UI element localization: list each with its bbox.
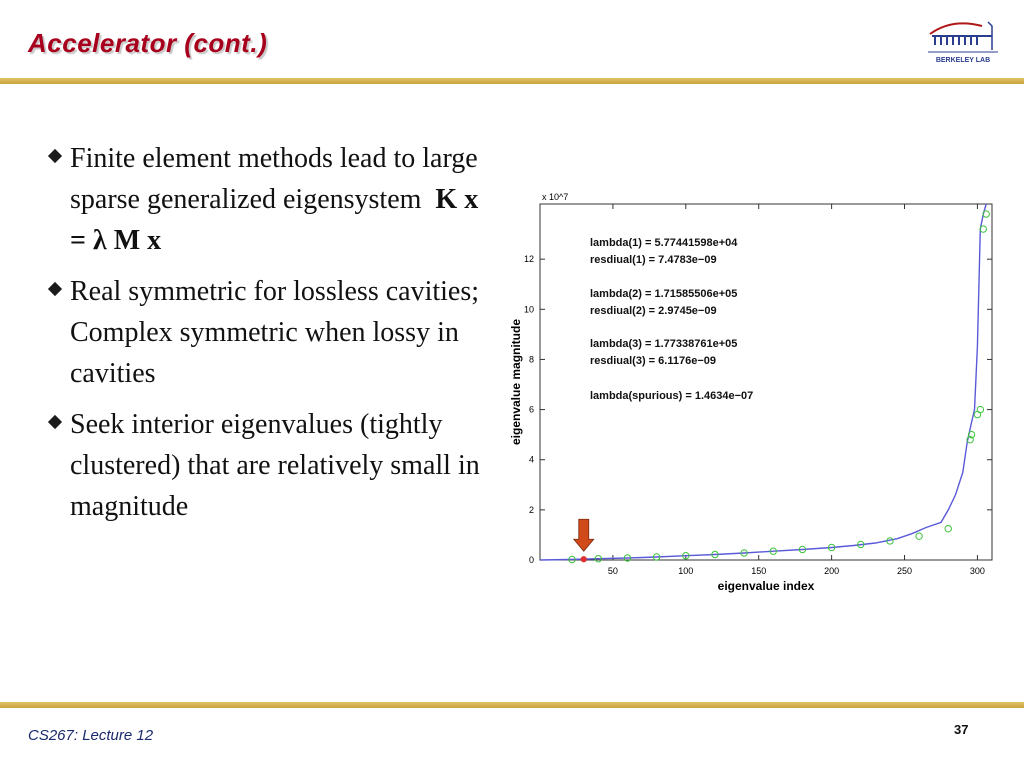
y-tick-label: 12 (523, 254, 534, 265)
diamond-bullet-icon (48, 149, 62, 163)
footer-lecture-label: CS267: Lecture 12 (28, 727, 154, 744)
x-tick-label: 300 (969, 566, 985, 576)
x-tick-label: 50 (607, 566, 618, 576)
x-tick-label: 150 (751, 566, 767, 576)
top-rule (0, 78, 1024, 84)
bullet-item (48, 271, 498, 394)
x-axis-label: eigenvalue index (717, 579, 815, 593)
chart-annotation: resdiual(3) = 6.1176e−09 (590, 355, 716, 367)
logo-text: BERKELEY LAB (935, 57, 991, 64)
chart-annotation: lambda(spurious) = 1.4634e−07 (590, 390, 754, 402)
page-number: 37 (954, 722, 969, 737)
diamond-bullet-icon (48, 282, 62, 296)
berkeley-lab-logo (922, 12, 1002, 66)
spurious-eigenvalue-marker (581, 557, 586, 562)
bullet-item (48, 404, 498, 527)
bullet-item (48, 138, 498, 261)
y-axis-label: eigenvalue magnitude (509, 318, 523, 446)
y-tick-label: 10 (523, 304, 534, 315)
x-tick-label: 250 (897, 566, 913, 576)
chart-annotation: lambda(2) = 1.71585506e+05 (590, 288, 738, 300)
chart-annotation: lambda(1) = 5.77441598e+04 (590, 237, 738, 249)
y-tick-label: 2 (528, 504, 534, 515)
bullet-list (48, 138, 498, 537)
y-multiplier-label: x 10^7 (542, 192, 569, 202)
eigenvalue-chart (506, 188, 1006, 598)
bullet-text: Seek interior eigenvalues (tightly clustered) that are relatively small in magnitude (70, 409, 480, 522)
slide-title: Accelerator (cont.) (28, 28, 268, 58)
chart-annotation: resdiual(2) = 2.9745e−09 (590, 305, 717, 317)
bullet-text: Real symmetric for lossless cavities; Complex symmetric when lossy in cavities (70, 276, 480, 389)
y-tick-label: 4 (528, 454, 534, 465)
x-tick-label: 100 (678, 566, 694, 576)
diamond-bullet-icon (48, 415, 62, 429)
chart-annotation: resdiual(1) = 7.4783e−09 (590, 254, 717, 266)
bullet-text: Finite element methods lead to large sparse generalized eigensystem (70, 143, 478, 215)
bottom-rule (0, 702, 1024, 708)
equation: K x = λ M x (70, 184, 479, 256)
y-tick-label: 0 (528, 555, 534, 565)
y-tick-label: 8 (528, 354, 534, 365)
chart-annotation: lambda(3) = 1.77338761e+05 (590, 338, 738, 350)
x-tick-label: 200 (824, 566, 840, 576)
y-tick-label: 6 (528, 404, 534, 415)
